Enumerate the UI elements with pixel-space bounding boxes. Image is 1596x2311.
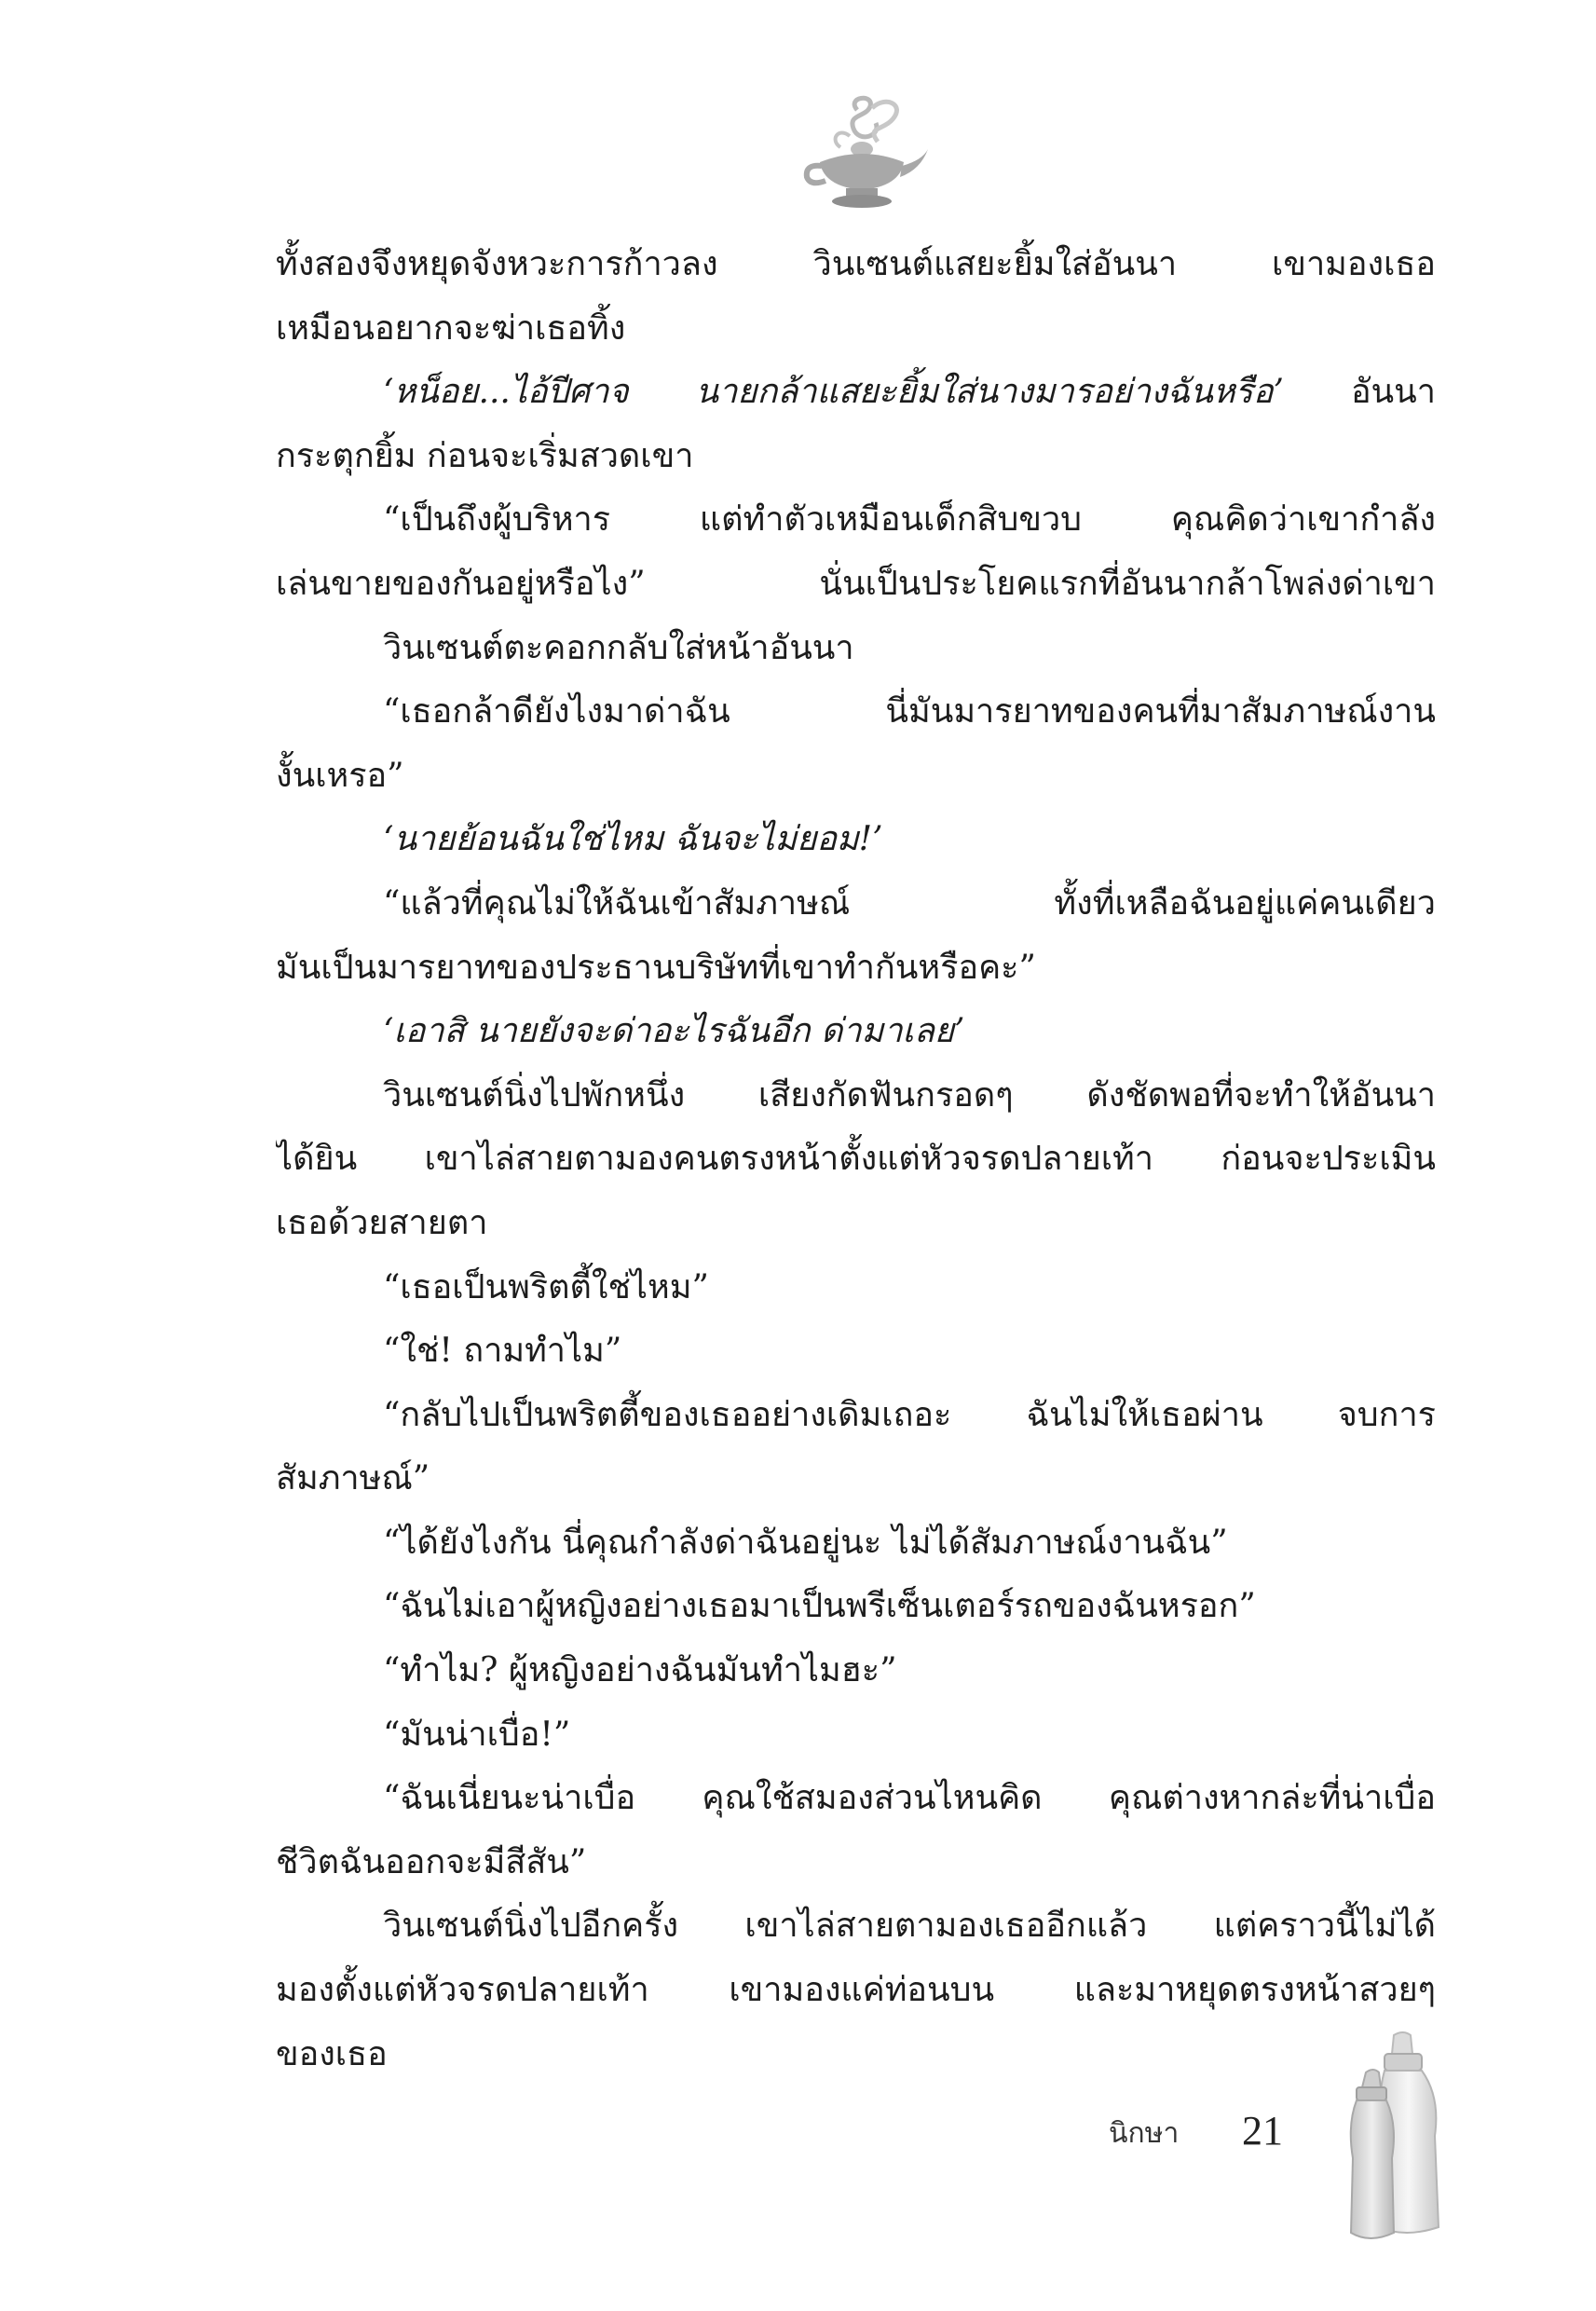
paragraph-line xyxy=(276,361,1436,425)
paragraph-line: วินเซนต์นิ่งไปพักหนึ่ง เสียงกัดฟันกรอดๆ ดังชัดพอที่จะทำให้อันนา xyxy=(383,1075,1436,1114)
paragraph-line: “มันน่าเบื่อ!” xyxy=(383,1715,571,1754)
paragraph-line: ได้ยิน เขาไล่สายตามองคนตรงหน้าตั้งแต่หัวจรดปลายเท้า ก่อนจะประเมิน xyxy=(276,1140,1436,1179)
paragraph-line: สัมภาษณ์” xyxy=(276,1459,430,1498)
paragraph-line: “ทำไม? ผู้หญิงอย่างฉันมันทำไมฮะ” xyxy=(383,1651,897,1690)
paragraph-line: มันเป็นมารยาทของประธานบริษัทที่เขาทำกันหรือคะ” xyxy=(276,948,1036,987)
paragraph-line: กระตุกยิ้ม ก่อนจะเริ่มสวดเขา xyxy=(276,436,694,475)
paragraph-line: เธอด้วยสายตา xyxy=(276,1203,488,1242)
paragraph-line: งั้นเหรอ” xyxy=(276,756,404,795)
genie-lamp-icon xyxy=(792,89,932,229)
paragraph-line: “ฉันเนี่ยนะน่าเบื่อ คุณใช้สมองส่วนไหนคิด คุณต่างหากล่ะที่น่าเบื่อ xyxy=(383,1779,1436,1818)
paragraph-line: เหมือนอยากจะฆ่าเธอทิ้ง xyxy=(276,308,626,348)
paragraph-line: วินเซนต์ตะคอกกลับใส่หน้าอันนา xyxy=(383,628,854,667)
paragraph-line: “กลับไปเป็นพริตตี้ของเธออย่างเดิมเถอะ ฉันไม่ให้เธอผ่าน จบการ xyxy=(383,1395,1436,1434)
paragraph-line: “เป็นถึงผู้บริหาร แต่ทำตัวเหมือนเด็กสิบขวบ คุณคิดว่าเขากำลัง xyxy=(383,500,1436,540)
paragraph-line: ชีวิตฉันออกจะมีสีสัน” xyxy=(276,1842,587,1881)
paragraph-line: “เธอกล้าดียังไงมาด่าฉัน นี่มันมารยาทของคนที่มาสัมภาษณ์งาน xyxy=(383,692,1436,732)
paragraph-line: เล่นขายของกันอยู่หรือไง” นั่นเป็นประโยคแรกที่อันนากล้าโพล่งด่าเขา xyxy=(276,564,1436,603)
line-tail: อันนา xyxy=(1350,373,1436,412)
baby-bottles-icon xyxy=(1342,2031,1453,2246)
paragraph-line: “ฉันไม่เอาผู้หญิงอย่างเธอมาเป็นพรีเซ็นเตอร์รถของฉันหรอก” xyxy=(383,1587,1256,1626)
paragraph-line: “แล้วที่คุณไม่ให้ฉันเข้าสัมภาษณ์ ทั้งที่เหลือฉันอยู่แค่คนเดียว xyxy=(383,883,1436,923)
inner-thought: ‘หน็อย...ไอ้ปีศาจ นายกล้าแสยะยิ้มใส่นางมารอย่างฉันหรือ’ xyxy=(383,373,1284,412)
paragraph-line: “ใช่! ถามทำไม” xyxy=(383,1332,622,1371)
paragraph-line: ของเธอ xyxy=(276,2034,388,2073)
paragraph-line: ทั้งสองจึงหยุดจังหวะการก้าวลง วินเซนต์แสยะยิ้มใส่อันนา เขามองเธอ xyxy=(276,245,1436,283)
author-name: นิกษา xyxy=(1109,2117,1180,2150)
paragraph-line: มองตั้งแต่หัวจรดปลายเท้า เขามองแค่ท่อนบน และมาหยุดตรงหน้าสวยๆ xyxy=(276,1971,1436,2010)
body-text xyxy=(276,233,1436,2086)
paragraph-line: “ได้ยังไงกัน นี่คุณกำลังด่าฉันอยู่นะ ไม่ได้สัมภาษณ์งานฉัน” xyxy=(383,1523,1228,1562)
paragraph-line: “เธอเป็นพริตตี้ใช่ไหม” xyxy=(383,1267,709,1306)
paragraph-line: วินเซนต์นิ่งไปอีกครั้ง เขาไล่สายตามองเธออีกแล้ว แต่คราวนี้ไม่ได้ xyxy=(383,1907,1436,1946)
inner-thought: ‘นายย้อนฉันใช่ไหม ฉันจะไม่ยอม!’ xyxy=(383,820,883,859)
inner-thought: ‘เอาสิ นายยังจะด่าอะไรฉันอีก ด่ามาเลย’ xyxy=(383,1012,965,1051)
page-number: 21 xyxy=(1242,2108,1283,2154)
